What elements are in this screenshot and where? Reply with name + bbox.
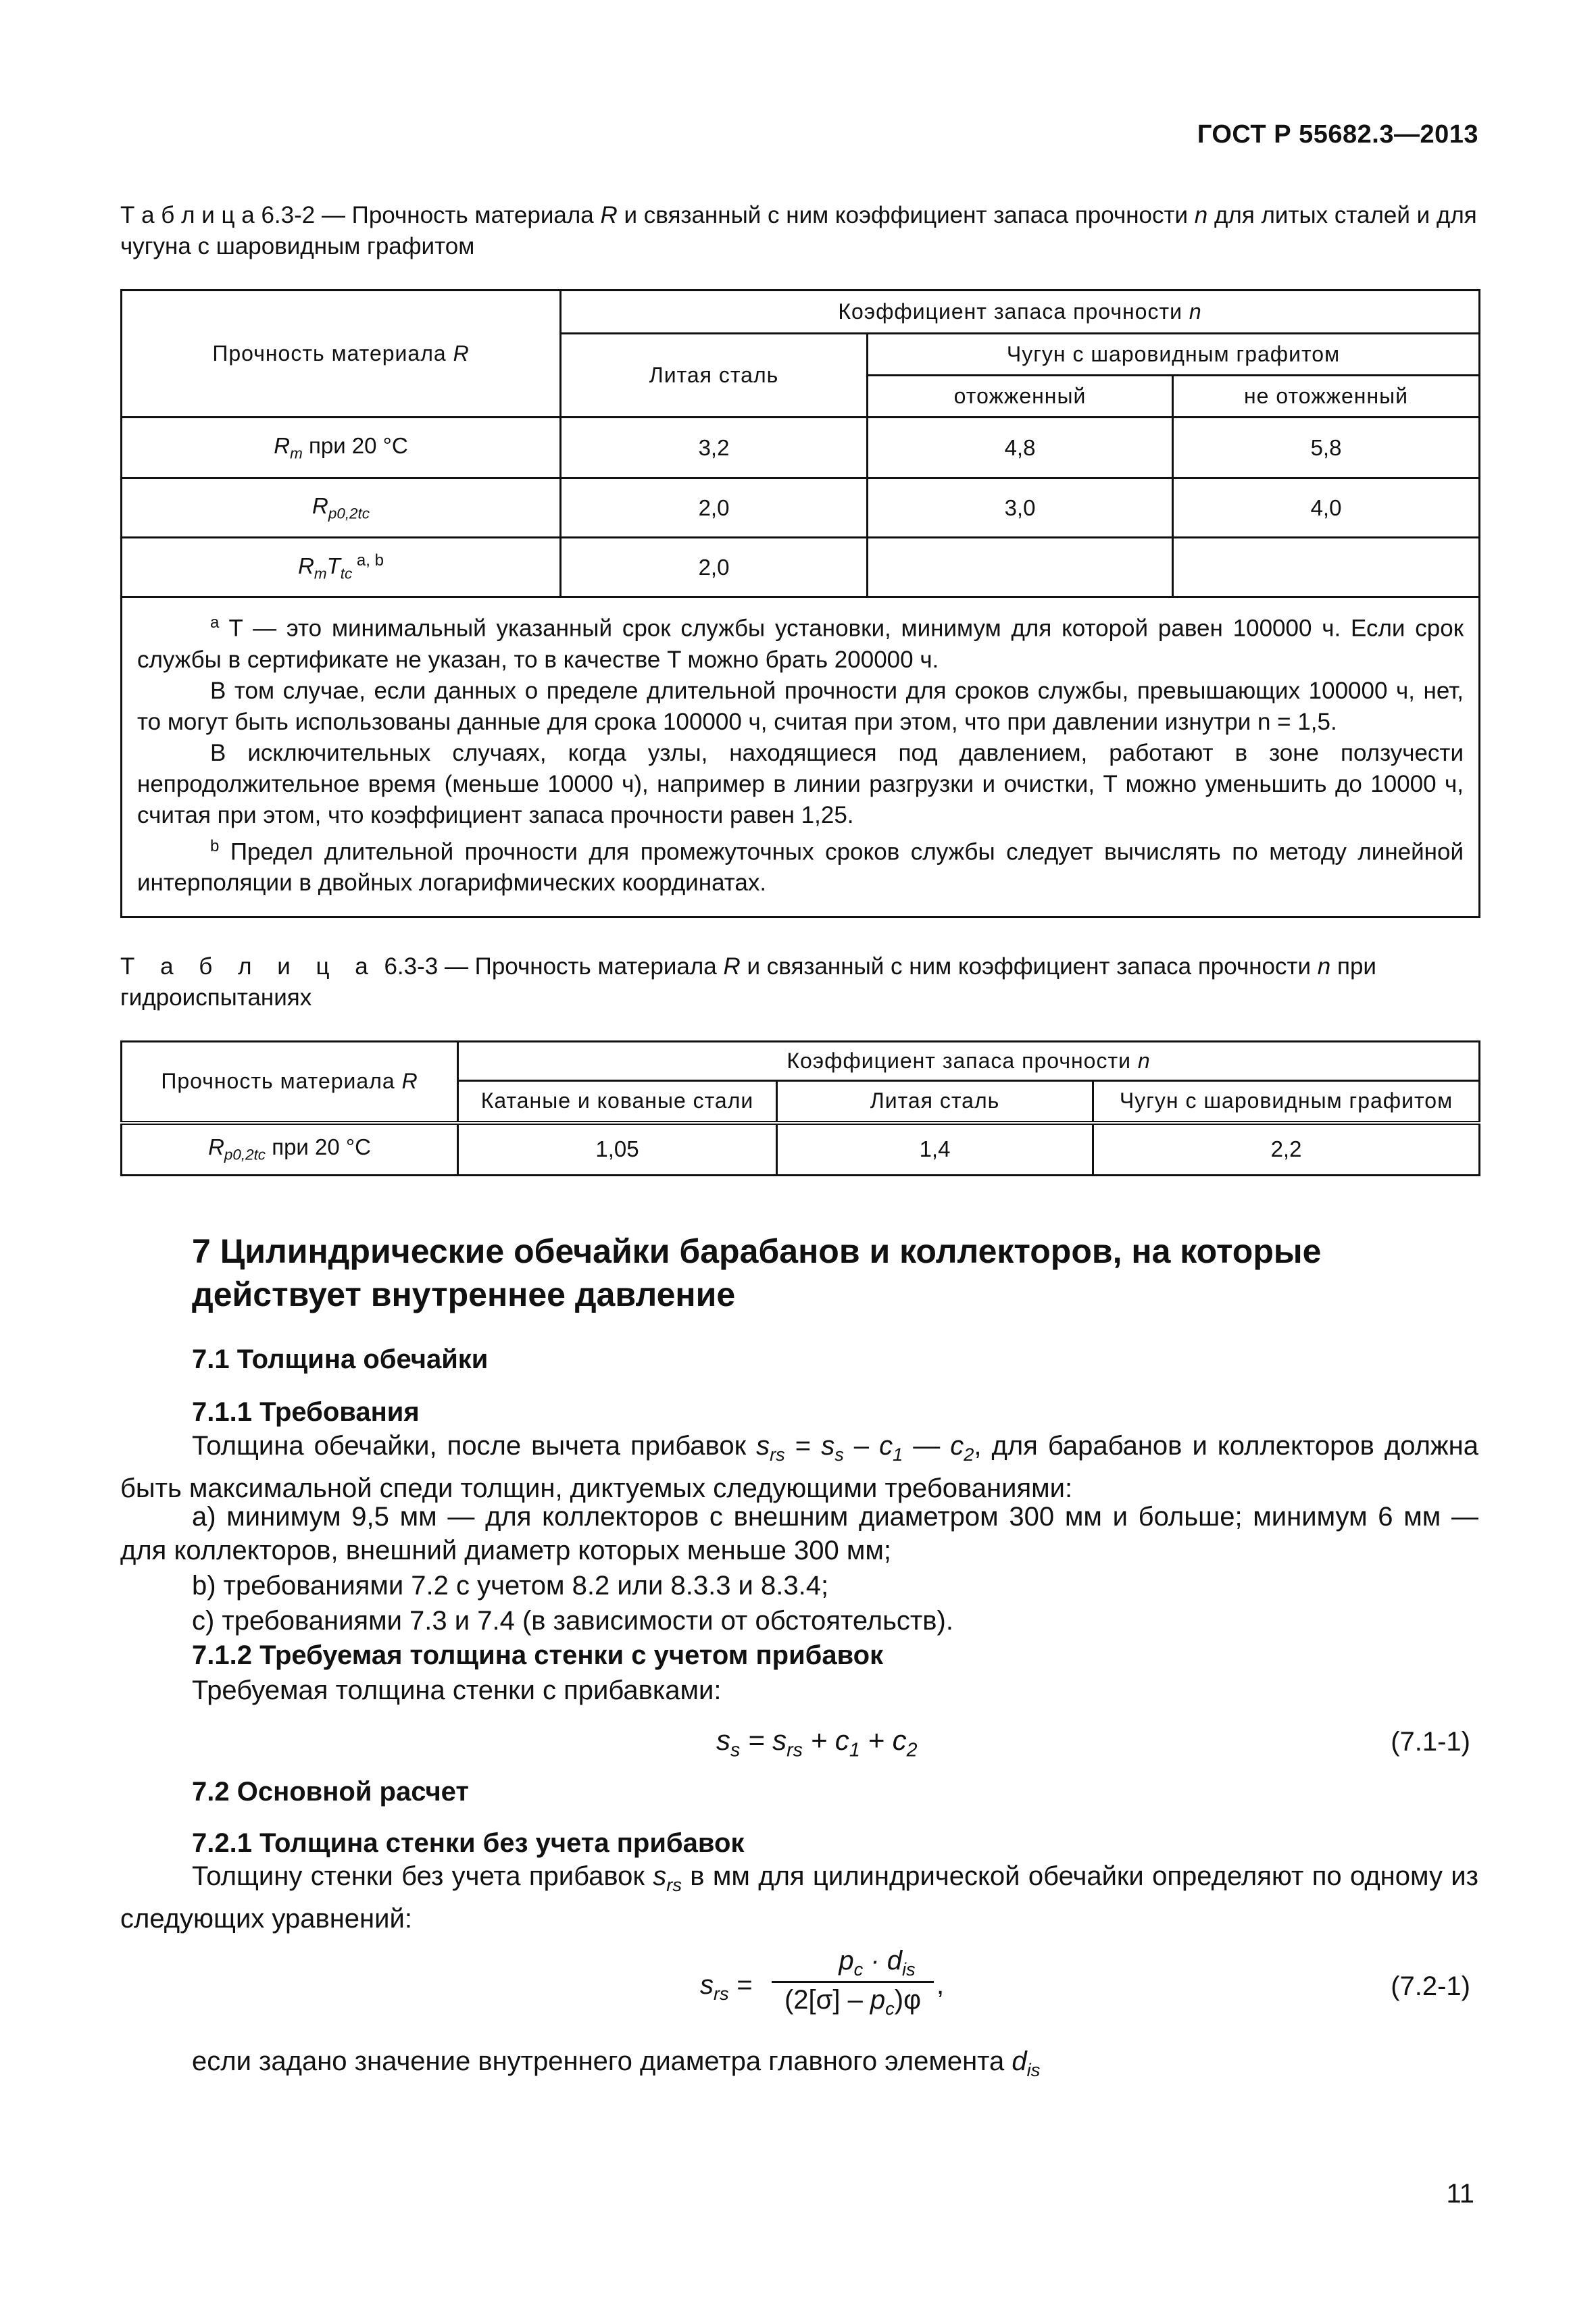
cell-annealed: 4,8 (868, 418, 1173, 478)
paragraph-7-2-1: Толщину стенки без учета прибавок $s_{rs}$ в мм для цилиндрической обечайки определяют по одному из следующих уравнений: (120, 1861, 1478, 1934)
equation-number-7-1-1: (7.1-1) (1391, 1727, 1470, 1757)
table-row (122, 478, 1480, 538)
standard-designation: ГОСТ Р 55682.3—2013 (1197, 120, 1478, 149)
equation-number-7-2-1: (7.2-1) (1391, 1971, 1470, 2001)
header-cast-iron: Чугун с шаровидным графитом (1093, 1081, 1480, 1123)
header-cast-iron: Чугун с шаровидным графитом (868, 334, 1480, 376)
header-not-annealed: не отожженный (1173, 376, 1480, 418)
note-a-paragraph-3: В исключительных случаях, когда узлы, находящиеся под давлением, работают в зоне ползучести непродолжительное время (меньше 10000 ч), например в линии разгрузки и очистки, T можно уменьшить до 10000 ч, считая при этом, что коэффициент запаса прочности равен 1,25. (137, 739, 1464, 828)
paragraph-inner-diameter: если задано значение внутреннего диаметра главного элемента $d_{is}$ (192, 2046, 1041, 2080)
row-label: $R_{p0,2tc}$ при 20 °C (122, 1123, 458, 1176)
header-rolled-forged-steel: Катаные и кованые стали (458, 1081, 777, 1123)
cell-rolled-forged-steel: 1,05 (458, 1123, 777, 1176)
header-safety-factor: Коэффициент запаса прочности n (458, 1042, 1480, 1081)
row-label: $R_{p0,2tc}$ (122, 478, 561, 538)
header-annealed: отожженный (868, 376, 1173, 418)
table-6-3-3-caption: Т а б л и ц а 6.3-3 — Прочность материала R и связанный с ним коэффициент запаса прочности n при гидроиспытаниях (120, 953, 1376, 1011)
cell-not-annealed: 4,0 (1173, 478, 1480, 538)
table-row (122, 418, 1480, 478)
table-notes (122, 597, 1480, 917)
requirement-c: с) требованиями 7.3 и 7.4 (в зависимости от обстоятельств). (192, 1606, 953, 1636)
cell-cast-steel: 3,2 (561, 418, 868, 478)
header-material-strength: Прочность материала R (122, 1042, 458, 1123)
cell-cast-steel: 1,4 (777, 1123, 1093, 1176)
section-7-title: 7 Цилиндрические обечайки барабанов и коллекторов, на которые действует внутреннее давление (192, 1232, 1322, 1313)
formula-7-2-1: $s_{rs}$ = $p_c \cdot d_{is}$ $(2[\sigma] - p_c)\varphi$ , (700, 1946, 945, 2019)
requirement-a: а) минимум 9,5 мм — для коллекторов с внешним диаметром 300 мм и больше; минимум 6 мм — для коллекторов, внешний диаметр которых меньше 300 мм; (120, 1502, 1478, 1565)
cell-cast-steel: 2,0 (561, 538, 868, 597)
cell-annealed (868, 538, 1173, 597)
cell-cast-steel: 2,0 (561, 478, 868, 538)
heading-7-2-1: 7.2.1 Толщина стенки без учета прибавок (192, 1828, 745, 1858)
row-label: $R_mT_{tc}$ $^{a, b}$ (122, 538, 561, 597)
note-a: $^a$ T — это минимальный указанный срок службы установки, минимум для которой равен 100000 ч. Если срок службы в сертификате не указан, то в качестве T можно брать 200000 ч. (137, 613, 1464, 673)
table-6-3-2-caption: Т а б л и ц а 6.3-2 — Прочность материала R и связанный с ним коэффициент запаса прочности n для литых сталей и для чугуна с шаровидным графитом (120, 202, 1477, 259)
header-cast-steel: Литая сталь (561, 334, 868, 418)
header-safety-factor: Коэффициент запаса прочности n (561, 291, 1480, 334)
table-6-3-3 (120, 1040, 1480, 1176)
cell-not-annealed (1173, 538, 1480, 597)
cell-cast-iron: 2,2 (1093, 1123, 1480, 1176)
table-6-3-2 (120, 289, 1480, 918)
paragraph-7-1-1: Толщина обечайки, после вычета прибавок $s_{rs} = s_s - c_1$ — $c_2$, для барабанов и коллекторов должна быть максимальной спеди толщин, диктуемых следующими требованиями: (120, 1431, 1479, 1503)
heading-7-1: 7.1 Толщина обечайки (192, 1344, 489, 1374)
heading-7-1-1: 7.1.1 Требования (192, 1397, 420, 1427)
table-row (122, 538, 1480, 597)
page-number: 11 (1446, 2179, 1474, 2209)
requirement-b: b) требованиями 7.2 с учетом 8.2 или 8.3.3 и 8.3.4; (192, 1571, 829, 1601)
heading-7-2: 7.2 Основной расчет (192, 1777, 469, 1807)
formula-7-1-1: $s_s = s_{rs} + c_1 + c_2$ (716, 1724, 918, 1761)
cell-annealed: 3,0 (868, 478, 1173, 538)
heading-7-1-2: 7.1.2 Требуемая толщина стенки с учетом прибавок (192, 1640, 884, 1670)
paragraph-7-1-2: Требуемая толщина стенки с прибавками: (192, 1676, 722, 1705)
row-label: $R_m$ при 20 °C (122, 418, 561, 478)
cell-not-annealed: 5,8 (1173, 418, 1480, 478)
header-cast-steel: Литая сталь (777, 1081, 1093, 1123)
header-material-strength: Прочность материала R (122, 291, 561, 418)
table-row (122, 1123, 1480, 1176)
note-a-paragraph-2: В том случае, если данных о пределе длительной прочности для сроков службы, превышающих 100000 ч, нет, то могут быть использованы данные для срока 100000 ч, считая при этом, что при давлении изнутри n = 1,5. (137, 677, 1464, 735)
note-b: $^b$ Предел длительной прочности для промежуточных сроков службы следует вычислять по методу линейной интерполяции в двойных логарифмических координатах. (137, 836, 1464, 897)
